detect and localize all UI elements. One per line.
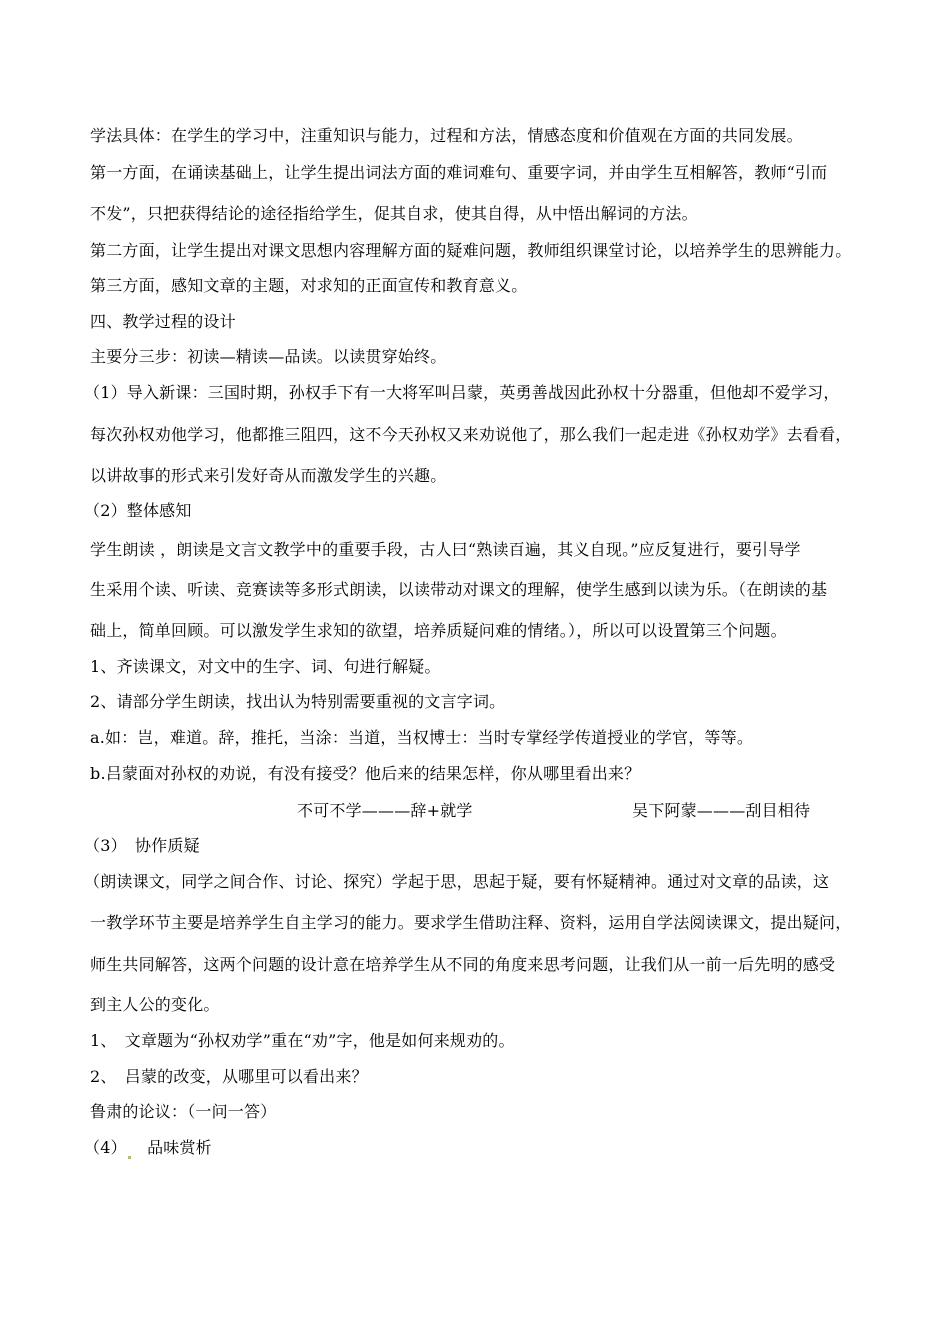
subsection-heading: （2）整体感知: [84, 501, 192, 520]
paragraph-line: 第三方面，感知文章的主题，对求知的正面宣传和教育意义。: [90, 276, 528, 295]
paragraph-line: 每次孙权劝他学习，他都推三阻四，这不今天孙权又来劝说他了，那么我们一起走进《孙权劝学》去看看，: [90, 425, 852, 444]
paragraph-line: 到主人公的变化。: [90, 995, 220, 1014]
paragraph-line: 第一方面，在诵读基础上，让学生提出词法方面的难词难句、重要字词，并由学生互相解答，教师“引而: [90, 163, 828, 182]
paragraph-line: 础上，简单回顾。可以激发学生求知的欲望，培养质疑问难的情绪。），所以可以设置第三个问题。: [90, 621, 787, 640]
list-item: 2、 吕蒙的改变，从哪里可以看出来？: [90, 1067, 368, 1086]
subsection-number: （4）: [84, 1138, 127, 1157]
paragraph-line: 鲁肃的论议：（一问一答）: [90, 1102, 277, 1121]
subsection-heading: （3） 协作质疑: [84, 836, 200, 855]
marker-dot-icon: [128, 1156, 131, 1159]
paragraph-line: 第二方面，让学生提出对课文思想内容理解方面的疑难问题，教师组织课堂讨论，以培养学生的思辨能力。: [90, 241, 852, 260]
paragraph-line: 一教学环节主要是培养学生自主学习的能力。要求学生借助注释、资料，运用自学法阅读课文，提出疑问，: [90, 913, 852, 932]
comparison-right: 吴下阿蒙———刮目相待: [632, 801, 811, 820]
comparison-left: 不可不学———辞+就学: [297, 801, 473, 820]
list-item: a.如：岂，难道。辞，推托，当涂：当道，当权博士：当时专掌经学传道授业的学官，等等。: [90, 728, 754, 747]
list-item: 1、 文章题为“孙权劝学”重在“劝”字，他是如何来规劝的。: [90, 1031, 515, 1050]
list-item: 1、齐读课文，对文中的生字、词、句进行解疑。: [90, 657, 441, 676]
paragraph-line: 主要分三步：初读—精读—品读。以读贯穿始终。: [90, 347, 447, 366]
paragraph-line: （朗读课文，同学之间合作、讨论、探究）学起于思，思起于疑，要有怀疑精神。通过对文章的品读，这: [84, 872, 830, 891]
section-heading: 四、教学过程的设计: [90, 312, 236, 331]
subsection-title: 品味赏析: [147, 1138, 212, 1157]
subsection-heading: [84, 1137, 212, 1159]
paragraph-line: 师生共同解答，这两个问题的设计意在培养学生从不同的角度来思考问题，让我们从一前一后先明的感受: [90, 955, 836, 974]
paragraph-line: 以讲故事的形式来引发好奇从而激发学生的兴趣。: [90, 466, 447, 485]
paragraph-line: （1）导入新课：三国时期，孙权手下有一大将军叫吕蒙，英勇善战因此孙权十分器重，但他却不爱学习，: [84, 383, 840, 402]
paragraph-line: 学法具体：在学生的学习中，注重知识与能力，过程和方法，情感态度和价值观在方面的共同发展。: [90, 126, 803, 145]
paragraph-line: 生采用个读、听读、竞赛读等多形式朗读，以读带动对课文的理解，使学生感到以读为乐。（在朗读的基: [90, 580, 828, 599]
list-item: 2、请部分学生朗读，找出认为特别需要重视的文言字词。: [90, 692, 506, 711]
paragraph-line: 不发”，只把获得结论的途径指给学生，促其自求，使其自得，从中悟出解词的方法。: [90, 204, 698, 223]
list-item: b.吕蒙面对孙权的劝说，有没有接受？他后来的结果怎样，你从哪里看出来？: [90, 764, 641, 783]
paragraph-line: 学生朗读 ，朗读是文言文教学中的重要手段，古人曰“熟读百遍，其义自现。”应反复进行，要引导学: [90, 540, 801, 559]
